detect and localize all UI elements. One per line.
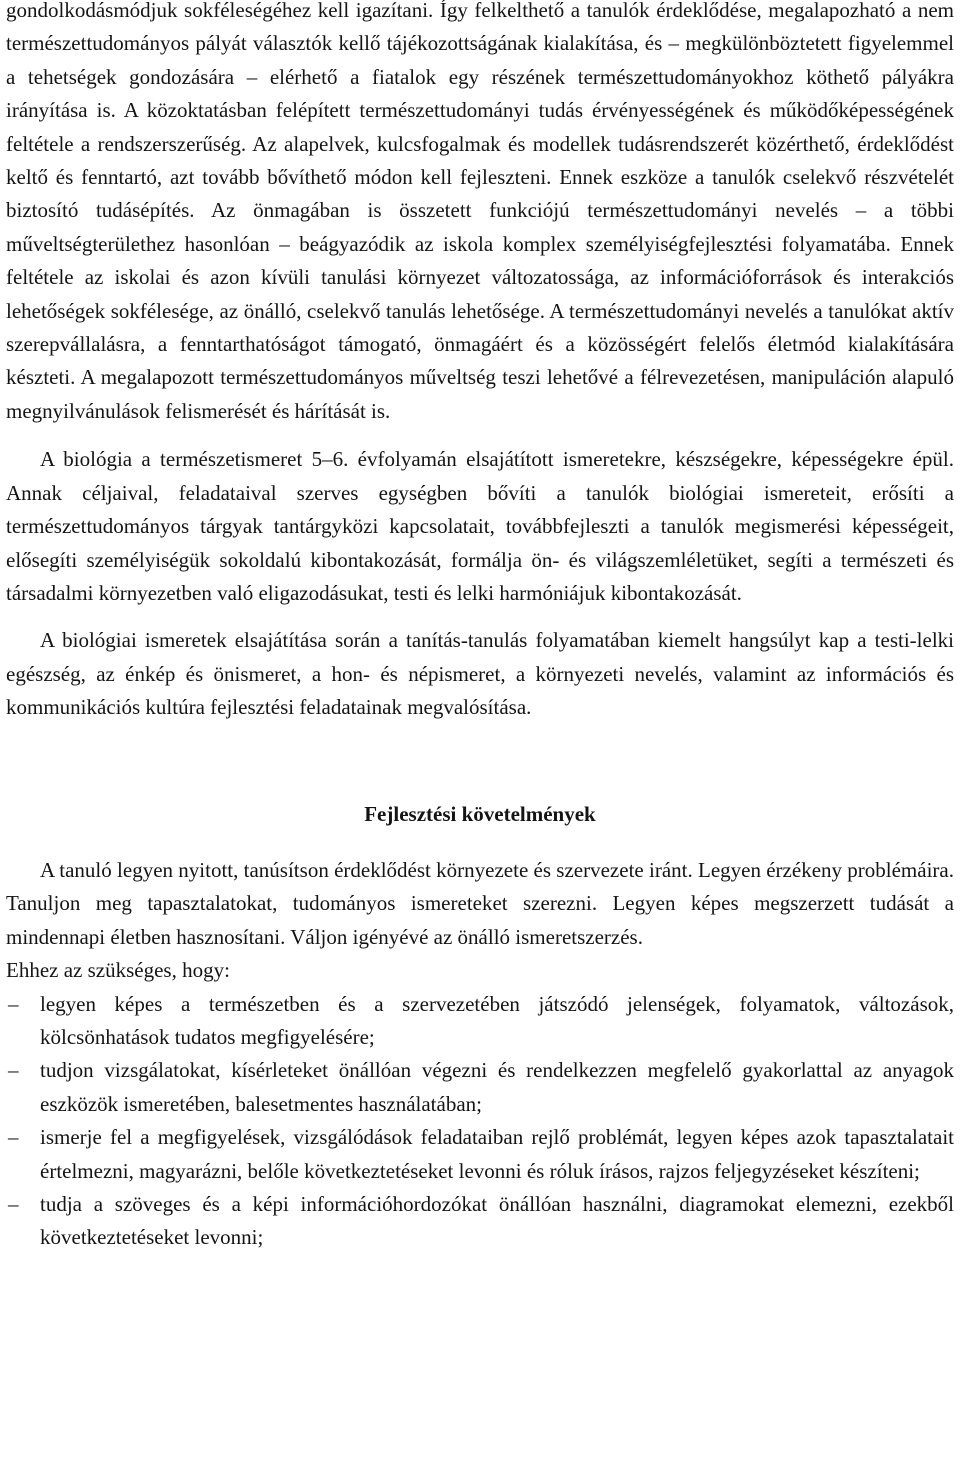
list-item [6, 1188, 954, 1255]
document-page [6, 0, 954, 1255]
list-item-text: tudja a szöveges és a képi információhordozókat önállóan használni, diagramokat elemezni, ezekből következtetéseket levonni; [40, 1192, 954, 1250]
dash-bullet: – [8, 1125, 19, 1150]
list-item-text: legyen képes a természetben és a szervezetében játszódó jelenségek, folyamatok, változások, kölcsönhatások tudatos megfigyelésére; [40, 991, 954, 1049]
list-item [6, 1054, 954, 1121]
dash-bullet: – [8, 991, 19, 1016]
body-paragraph-biology-emphasis: A biológiai ismeretek elsajátítása során a tanítás-tanulás folyamatában kiemelt hangsúlyt kap a testi-lelki egészség, az énkép és önismeret, a hon- és népismeret, a környezeti nevelés, valamint az információs és kommunikációs kultúra fejlesztési feladatainak megvalósítása. [6, 628, 954, 720]
dash-bullet: – [8, 1058, 19, 1083]
section-heading: Fejlesztési követelmények [364, 801, 596, 826]
body-paragraph-intro: gondolkodásmódjuk sokféleségéhez kell igazítani. Így felkelthető a tanulók érdeklődése, megalapozható a nem természettudományos pályát választók kellő tájékozottságának kialakítása, és – megkülönböztetett figyelemmel a tehetségek gondozására – elérhető a fiatalok egy részének természettudományokhoz köthető pályákra irányítása is. A közoktatásban felépített természettudományi tudás érvényességének és működőképességének feltétele a rendszerszerűség. Az alapelvek, kulcsfogalmak és modellek tudásrendszerét közérthető, érdeklődést keltő és fenntartó, azt tovább bővíthető módon kell fejleszteni. Ennek eszköze a tanulók cselekvő részvételét biztosító tudásépítés. Az önmagában is összetett funkciójú természettudományi nevelés – a többi műveltségterülethez hasonlóan – beágyazódik az iskola komplex személyiségfejlesztési folyamatába. Ennek feltétele az iskolai és azon kívüli tanulási környezet változatossága, az információforrások és interakciós lehetőségek sokfélesége, az önálló, cselekvő tanulás lehetősége. A természettudományi nevelés a tanulókat aktív szerepvállalásra, a fenntarthatóságot támogató, önmagáért és a közösségért felelős életmód kialakítására készteti. A megalapozott természettudományos műveltség teszi lehetővé a félrevezetésen, manipuláción alapuló megnyilvánulások felismerését és hárítását is. [6, 0, 954, 423]
list-item [6, 1121, 954, 1188]
list-item-text: tudjon vizsgálatokat, kísérleteket önállóan végezni és rendelkezzen megfelelő gyakorlattal az anyagok eszközök ismeretében, balesetmentes használatában; [40, 1058, 954, 1116]
requirements-list [6, 988, 954, 1255]
list-lead-text: Ehhez az szükséges, hogy: [6, 958, 230, 983]
list-item [6, 988, 954, 1055]
section-intro-paragraph: A tanuló legyen nyitott, tanúsítson érdeklődést környezete és szervezete iránt. Legyen érzékeny problémáira. Tanuljon meg tapasztalatokat, tudományos ismereteket szerezni. Legyen képes megszerzett tudását a mindennapi életben hasznosítani. Váljon igényévé az önálló ismeretszerzés. [6, 857, 954, 949]
body-paragraph-biology: A biológia a természetismeret 5–6. évfolyamán elsajátított ismeretekre, készségekre, képességekre épül. Annak céljaival, feladataival szerves egységben bővíti a tanulók biológiai ismereteit, erősíti a természettudományos tárgyak tantárgyközi kapcsolatait, továbbfejleszti a tanulók megismerési képességeit, elősegíti személyiségük sokoldalú kibontakozását, formálja ön- és világszemléletüket, segíti a természeti és társadalmi környezetben való eligazodásukat, testi és lelki harmóniájuk kibontakozását. [6, 447, 954, 605]
dash-bullet: – [8, 1192, 19, 1216]
list-item-text: ismerje fel a megfigyelések, vizsgálódások feladataiban rejlő problémát, legyen képes azok tapasztalatait értelmezni, magyarázni, belőle következtetéseket levonni és róluk írásos, rajzos feljegyzéseket készíteni; [40, 1125, 954, 1183]
